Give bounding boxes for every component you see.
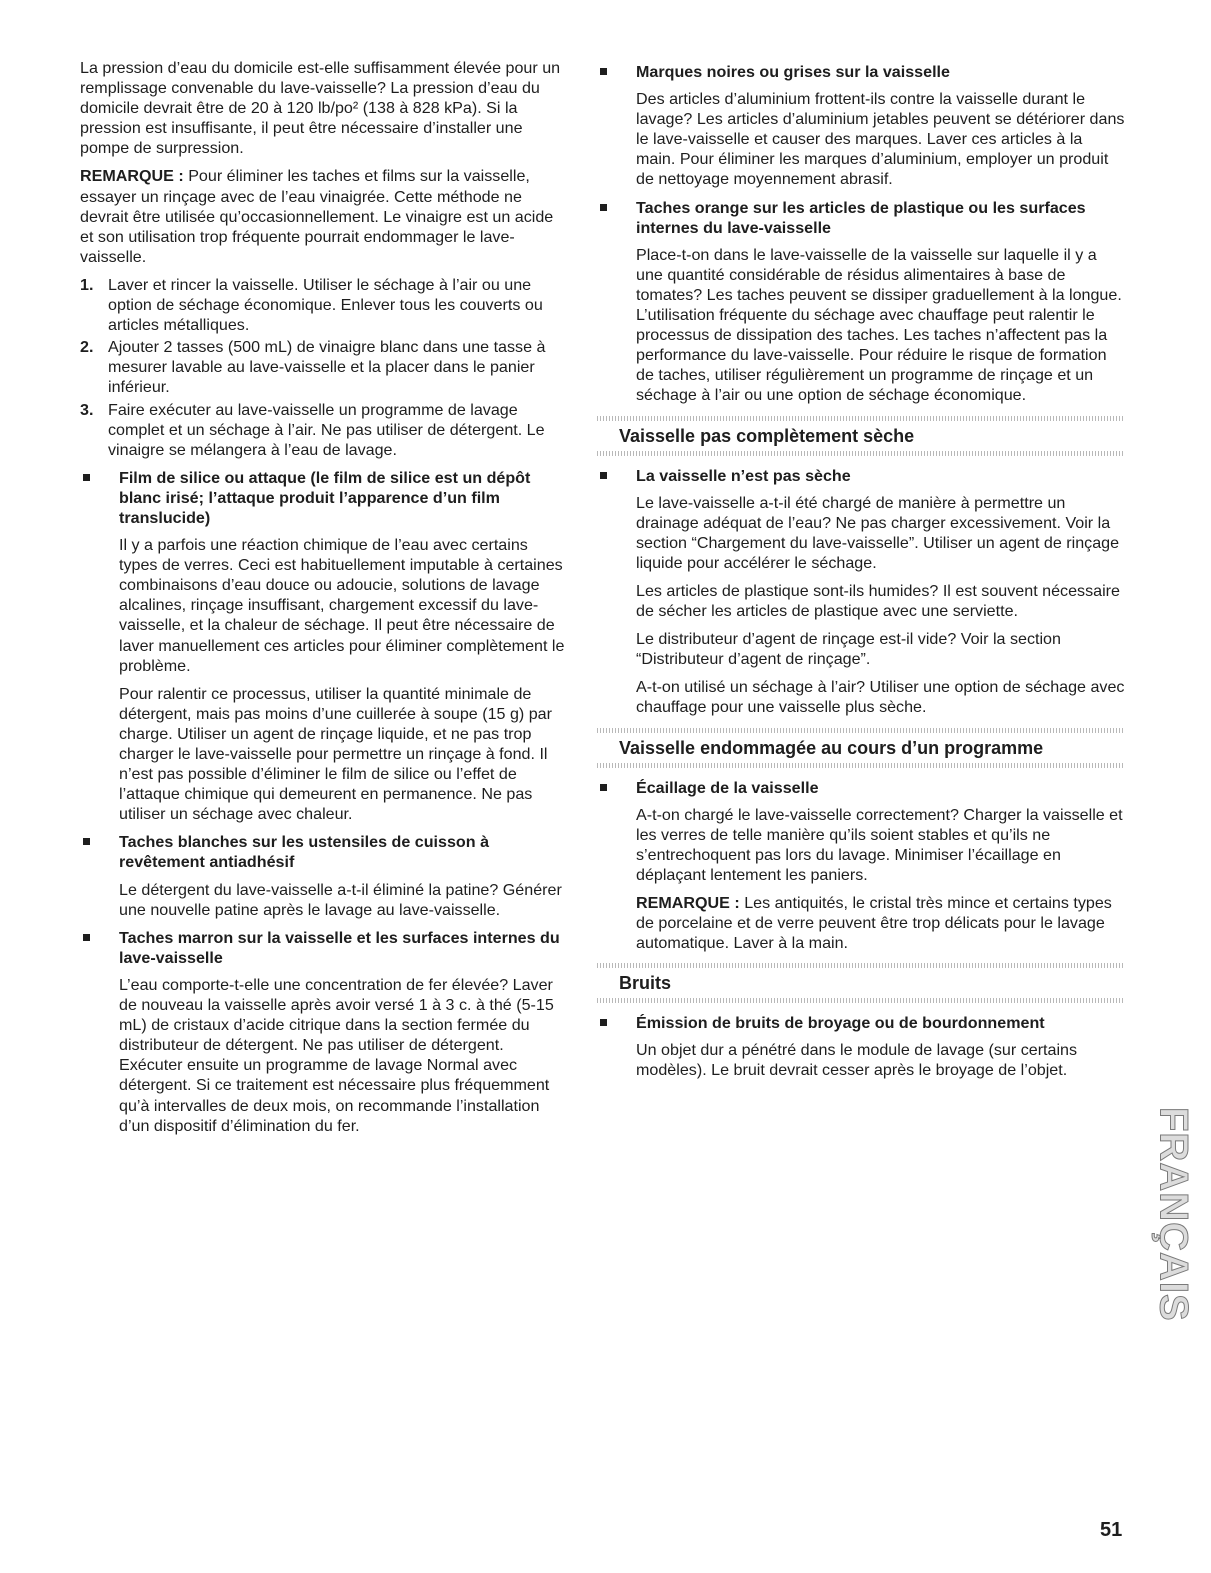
square-bullet-icon xyxy=(600,472,607,479)
bullet-heading-black-marks xyxy=(597,62,1125,82)
antiques-note xyxy=(597,893,1125,953)
step-item xyxy=(80,275,568,335)
bullet-heading-chipping xyxy=(597,778,1125,798)
not-dry-paragraph-2: Les articles de plastique sont-ils humides? Il est souvent nécessaire de sécher les articles de plastique avec une serviette. xyxy=(636,581,1120,621)
note-text: Les antiquités, le cristal très mince et certains types de porcelaine et de verre peuvent être trop délicats pour le lavage automatique. Laver à la main. xyxy=(636,894,1112,953)
orange-stains-paragraph: Place-t-on dans le lave-vaisselle de la vaisselle sur laquelle il y a une quantité considérable de résidus alimentaires à base de tomates? Les taches peuvent se dissiper graduellement à la longue. L’utilisation fréquente du séchage avec chauffage peut ralentir le processus de dissipation des taches. Les taches n’affectent pas la performance du lave-vaisselle. Pour réduire le risque de formation de taches, utiliser régulièrement un programme de rinçage et un séchage à l’air ou une option de séchage économique. xyxy=(636,245,1122,405)
bullet-heading-white-spots xyxy=(80,832,568,872)
step-number: 3. xyxy=(80,400,94,419)
section-header-noises xyxy=(597,963,1125,1003)
bullet-heading-text: Film de silice ou attaque (le film de silice est un dépôt blanc irisé; l’attaque produit l’apparence d’un film translucide) xyxy=(119,468,531,527)
page-number: 51 xyxy=(1100,1519,1123,1541)
brown-stains-paragraph: L’eau comporte-t-elle une concentration de fer élevée? Laver de nouveau la vaisselle après avoir versé 1 à 3 c. à thé (5-15 mL) de cristaux d’acide citrique dans la section fermée du distributeur de détergent. Ne pas utiliser de détergent. Exécuter ensuite un programme de lavage Normal avec détergent. Si ce traitement est nécessaire plus fréquemment qu’à intervalles de deux mois, on recommande l’installation d’un dispositif d’élimination du fer. xyxy=(119,975,554,1135)
note-label: REMARQUE : xyxy=(80,167,184,186)
section-title: Bruits xyxy=(619,973,672,994)
section-title: Vaisselle pas complètement sèche xyxy=(619,425,915,446)
step-item xyxy=(80,400,568,460)
language-side-tab xyxy=(1151,1084,1195,1344)
section-header-damaged xyxy=(597,728,1125,768)
bullet-heading-text: Écaillage de la vaisselle xyxy=(636,778,819,797)
black-marks-paragraph: Des articles d’aluminium frottent-ils contre la vaisselle durant le lavage? Les articles d’aluminium jetables peuvent se détériorer dans le lave-vaisselle et causer des marques. Laver ces articles à la main. Pour éliminer les marques d’aluminium, employer un produit de nettoyage moyennement abrasif. xyxy=(636,90,1125,189)
bullet-heading-not-dry xyxy=(597,466,1125,486)
left-column xyxy=(80,58,568,1144)
step-text: Laver et rincer la vaisselle. Utiliser le séchage à l’air ou une option de séchage économique. Enlever tous les couverts ou articles métalliques. xyxy=(108,275,543,335)
square-bullet-icon xyxy=(600,784,607,791)
vinegar-note xyxy=(80,166,568,266)
grinding-noise-paragraph: Un objet dur a pénétré dans le module de lavage (sur certains modèles). Le bruit devrait cesser après le broyage de l’objet. xyxy=(636,1041,1078,1080)
not-dry-paragraph: Le lave-vaisselle a-t-il été chargé de manière à permettre un drainage adéquat de l’eau? Ne pas charger excessivement. Voir la section “Chargement du lave-vaisselle”. Utiliser un agent de rinçage liquide pour accélérer le séchage. xyxy=(636,493,1120,572)
chipping-paragraph: A-t-on chargé le lave-vaisselle correctement? Charger la vaisselle et les verres de telle manière qu’ils soient stables et qu’ils ne s’entrechoquent pas lors du lavage. Minimiser l’écaillage en déplaçant lentement les paniers. xyxy=(636,805,1123,884)
square-bullet-icon xyxy=(83,474,90,481)
section-title: Vaisselle endommagée au cours d’un programme xyxy=(619,737,1044,758)
square-bullet-icon xyxy=(600,204,607,211)
note-label: REMARQUE : xyxy=(636,894,740,912)
right-column xyxy=(597,58,1125,1089)
not-dry-paragraph-3: Le distributeur d’agent de rinçage est-il vide? Voir la section “Distributeur d’agent de rinçage”. xyxy=(636,630,1061,669)
square-bullet-icon xyxy=(83,934,90,941)
vinegar-steps-list xyxy=(80,275,568,460)
silica-film-paragraph-2: Pour ralentir ce processus, utiliser la quantité minimale de détergent, mais pas moins d’une cuillerée à soupe (15 g) par charge. Utiliser un agent de rinçage liquide, et ne pas trop charger le lave-vaisselle pour permettre un rinçage à fond. Il n’est pas possible d’éliminer le film de silice ou l’effet de l’attaque chimique qui demeurent en permanence. Ne pas utiliser un séchage avec chaleur. xyxy=(119,684,552,824)
note-text: Pour éliminer les taches et films sur la vaisselle, essayer un rinçage avec de l’eau vinaigrée. Cette méthode ne devrait être utilisée qu’occasionnellement. Le vinaigre est un acide et son utilisation trop fréquente pourrait endommager le lave-vaisselle. xyxy=(80,167,554,266)
square-bullet-icon xyxy=(600,1019,607,1026)
step-text: Ajouter 2 tasses (500 mL) de vinaigre blanc dans une tasse à mesurer lavable au lave-vaisselle et la placer dans le panier inférieur. xyxy=(108,338,546,397)
language-tab-label: FRANÇAIS xyxy=(1151,1106,1195,1322)
silica-film-paragraph: Il y a parfois une réaction chimique de l’eau avec certains types de verres. Ceci est habituellement imputable à certaines combinaisons d’eau douce ou adoucie, solutions de lavage alcalines, rinçage insuffisant, chargement excessif du lave-vaisselle, et la chaleur de séchage. Il peut être nécessaire de laver manuellement ces articles pour éliminer complètement le problème. xyxy=(119,536,565,675)
water-pressure-paragraph: La pression d’eau du domicile est-elle suffisamment élevée pour un remplissage convenable du lave-vaisselle? La pression d’eau du domicile devrait être de 20 à 120 lb/po² (138 à 828 kPa). Si la pression est insuffisante, il peut être nécessaire d’installer une pompe de surpression. xyxy=(80,59,561,158)
bullet-heading-grinding-noise xyxy=(597,1013,1125,1033)
bullet-heading-brown-stains xyxy=(80,928,568,968)
not-dry-paragraph-4: A-t-on utilisé un séchage à l’air? Utiliser une option de séchage avec chauffage pour une vaisselle plus sèche. xyxy=(636,678,1125,717)
bullet-heading-text: Émission de bruits de broyage ou de bourdonnement xyxy=(636,1014,1045,1033)
step-number: 1. xyxy=(80,275,94,294)
section-header-not-dry xyxy=(597,416,1125,456)
bullet-heading-text: Taches orange sur les articles de plastique ou les surfaces internes du lave-vaisselle xyxy=(636,198,1086,237)
bullet-heading-text: Marques noires ou grises sur la vaisselle xyxy=(636,63,950,81)
square-bullet-icon xyxy=(600,68,607,75)
bullet-heading-text: Taches marron sur la vaisselle et les surfaces internes du lave-vaisselle xyxy=(119,928,560,967)
bullet-heading-silica-film xyxy=(80,468,568,528)
step-item xyxy=(80,337,568,397)
step-number: 2. xyxy=(80,338,94,357)
bullet-heading-text: Taches blanches sur les ustensiles de cuisson à revêtement antiadhésif xyxy=(119,833,490,872)
square-bullet-icon xyxy=(83,838,90,845)
step-text: Faire exécuter au lave-vaisselle un programme de lavage complet et un séchage à l’air. Ne pas utiliser de détergent. Le vinaigre se mélangera à l’eau de lavage. xyxy=(108,400,545,459)
bullet-heading-text: La vaisselle n’est pas sèche xyxy=(636,466,851,485)
bullet-heading-orange-stains xyxy=(597,198,1125,238)
white-spots-paragraph: Le détergent du lave-vaisselle a-t-il éliminé la patine? Générer une nouvelle patine après le lavage au lave-vaisselle. xyxy=(119,880,562,919)
